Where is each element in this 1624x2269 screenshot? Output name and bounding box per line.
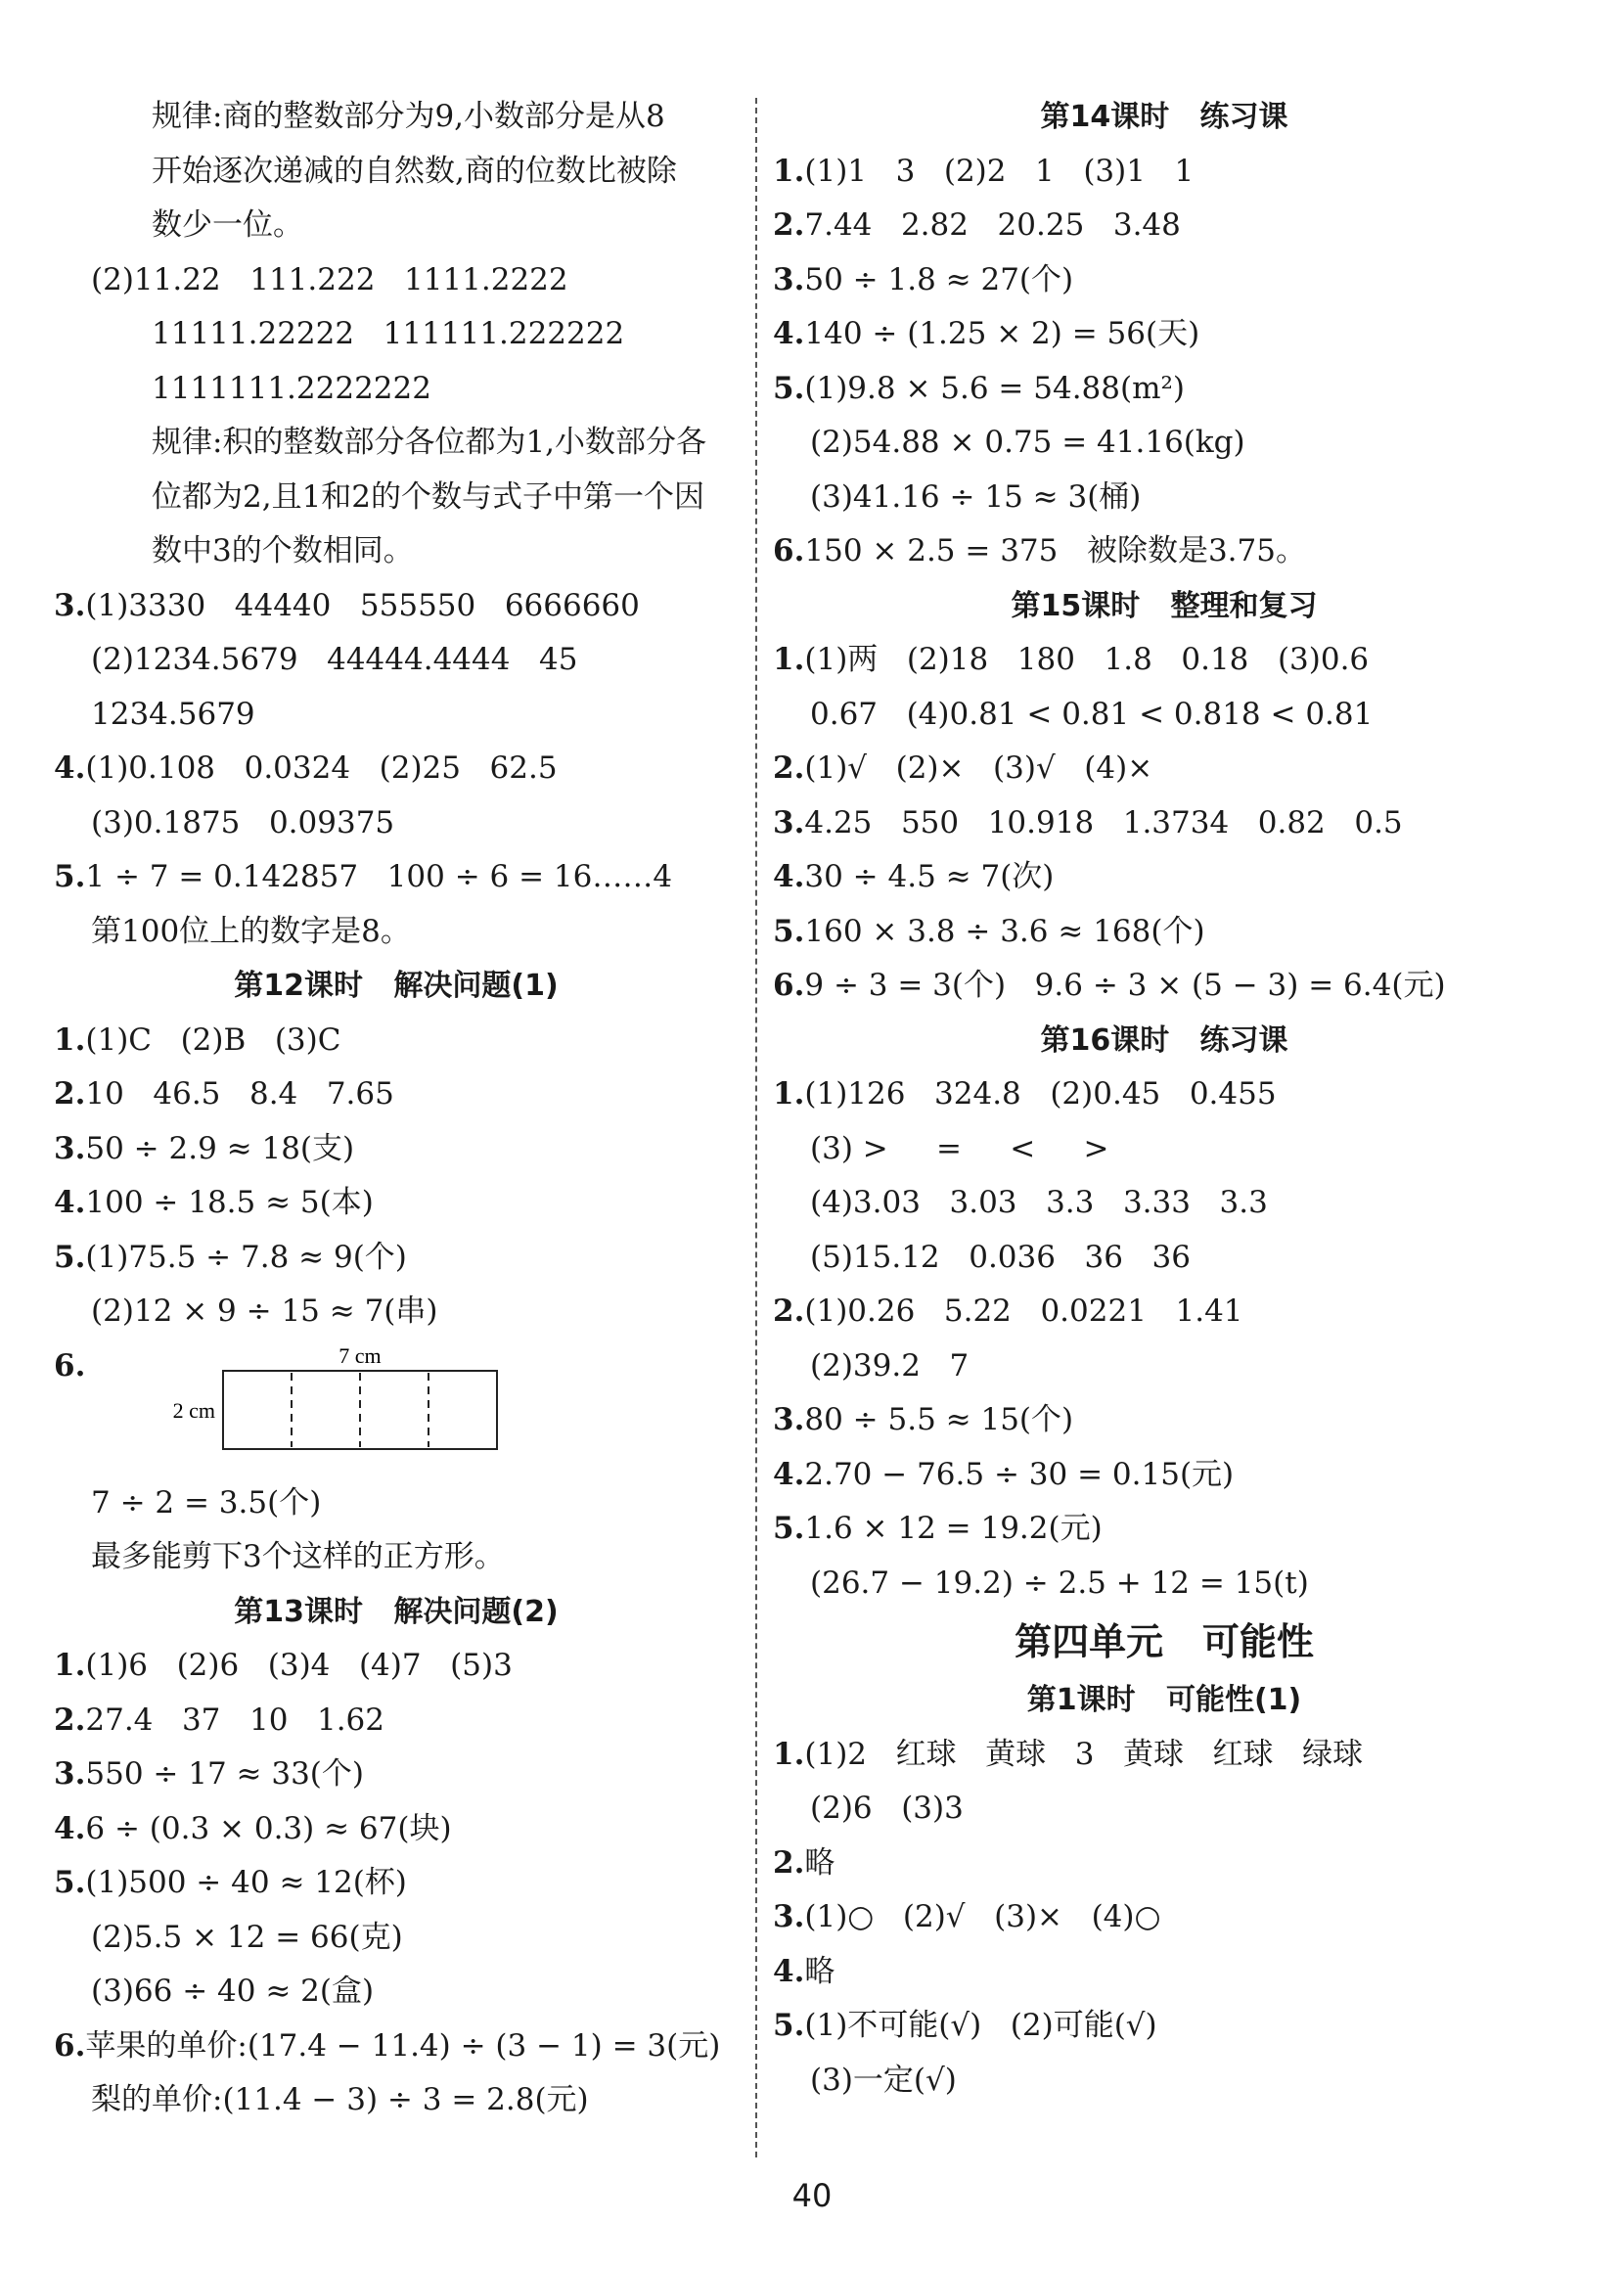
answer-line bbox=[54, 416, 739, 471]
width-label: 7 cm bbox=[338, 1342, 382, 1368]
answer-text: 100 ÷ 18.5 ≈ 5(本) bbox=[85, 1185, 374, 1220]
answer-text: 6 ÷ (0.3 × 0.3) ≈ 67(块) bbox=[85, 1810, 452, 1846]
question-number: 2. bbox=[54, 1702, 86, 1738]
answer-line bbox=[773, 416, 1556, 471]
answer-line bbox=[773, 959, 1556, 1014]
answer-text: 开始逐次递减的自然数,商的位数比被除 bbox=[152, 153, 677, 189]
answer-line bbox=[773, 524, 1556, 579]
answer-text: (2)5.5 × 12 = 66(克) bbox=[91, 1919, 403, 1955]
answer-text: 略 bbox=[804, 1844, 835, 1881]
answer-line bbox=[54, 796, 739, 851]
answer-line bbox=[773, 1557, 1556, 1611]
answer-text: (2)54.88 × 0.75 = 41.16(kg) bbox=[810, 425, 1245, 460]
question-number: 4. bbox=[54, 1810, 86, 1846]
question-number: 1. bbox=[773, 1076, 805, 1112]
question-number: 5. bbox=[54, 859, 86, 894]
answer-text: 1 ÷ 7 = 0.142857 100 ÷ 6 = 16……4 bbox=[85, 859, 673, 894]
answer-text: 160 × 3.8 ÷ 3.6 ≈ 168(个) bbox=[804, 913, 1205, 949]
answer-text: (5)15.12 0.036 36 36 bbox=[810, 1239, 1191, 1275]
question-number: 2. bbox=[54, 1076, 86, 1112]
height-label: 2 cm bbox=[172, 1397, 215, 1423]
answer-text: 4.25 550 10.918 1.3734 0.82 0.5 bbox=[804, 804, 1403, 840]
answer-text: (1)500 ÷ 40 ≈ 12(杯) bbox=[85, 1865, 407, 1900]
answer-text: (3)0.1875 0.09375 bbox=[91, 804, 395, 840]
answer-text: (3)66 ÷ 40 ≈ 2(盒) bbox=[91, 1974, 375, 2009]
answer-text: 7 ÷ 2 = 3.5(个) bbox=[91, 1484, 322, 1520]
answer-text: 10 46.5 8.4 7.65 bbox=[85, 1076, 394, 1112]
answer-line bbox=[773, 1782, 1556, 1837]
answer-line bbox=[773, 1728, 1556, 1783]
answer-line bbox=[54, 1802, 739, 1857]
unit-heading: 第四单元 可能性 bbox=[1015, 1620, 1314, 1663]
question-number: 6. bbox=[773, 968, 805, 1003]
answer-line bbox=[54, 850, 739, 905]
question-number: 1. bbox=[773, 1736, 805, 1772]
question-number: 5. bbox=[773, 913, 805, 949]
answer-line bbox=[773, 145, 1556, 200]
question-number: 6. bbox=[54, 2027, 86, 2064]
answer-text: 第100位上的数字是8。 bbox=[91, 913, 411, 949]
answer-line bbox=[773, 1999, 1556, 2054]
answer-text: 1234.5679 bbox=[91, 696, 255, 732]
question-number: 1. bbox=[54, 1021, 86, 1058]
answer-text: 数少一位。 bbox=[152, 207, 303, 243]
question-number: 6. bbox=[773, 533, 805, 568]
question-number: 5. bbox=[773, 370, 805, 406]
answer-line bbox=[773, 1393, 1556, 1448]
question-number: 2. bbox=[773, 1844, 805, 1881]
question-number: 1. bbox=[773, 642, 805, 677]
question-number: 4. bbox=[773, 1456, 805, 1492]
answer-text: (2)11.22 111.222 1111.2222 bbox=[91, 261, 568, 297]
answer-line bbox=[54, 199, 739, 253]
answer-text: (1)○ (2)√ (3)× (4)○ bbox=[804, 1899, 1161, 1934]
answer-line bbox=[54, 253, 739, 308]
answer-line bbox=[773, 1176, 1556, 1231]
answer-line bbox=[773, 1448, 1556, 1503]
answer-line bbox=[54, 1285, 739, 1339]
answer-line bbox=[54, 307, 739, 362]
answer-text: 最多能剪下3个这样的正方形。 bbox=[91, 1539, 505, 1574]
answer-line bbox=[773, 362, 1556, 417]
answer-line bbox=[54, 579, 739, 634]
answer-line bbox=[54, 1856, 739, 1911]
answer-line bbox=[54, 1476, 739, 1531]
answer-text: 1111111.2222222 bbox=[152, 370, 431, 406]
answer-line bbox=[773, 796, 1556, 851]
answer-text: 11111.22222 111111.222222 bbox=[152, 316, 625, 351]
answer-text: (1)1 3 (2)2 1 (3)1 1 bbox=[804, 153, 1195, 189]
answer-line bbox=[54, 471, 739, 525]
answer-text: (1)2 红球 黄球 3 黄球 红球 绿球 bbox=[804, 1736, 1364, 1772]
question-number: 3. bbox=[54, 587, 86, 623]
question-number: 2. bbox=[773, 1293, 805, 1329]
answer-line bbox=[773, 2054, 1556, 2109]
lesson-heading: 第15课时 整理和复习 bbox=[1011, 588, 1318, 623]
question-number: 3. bbox=[54, 1130, 86, 1166]
answer-text: 550 ÷ 17 ≈ 33(个) bbox=[85, 1756, 364, 1792]
answer-text: 7.44 2.82 20.25 3.48 bbox=[804, 207, 1181, 243]
question-number: 5. bbox=[54, 1239, 86, 1275]
question-number: 3. bbox=[773, 261, 805, 297]
answer-text: 1.6 × 12 = 19.2(元) bbox=[804, 1511, 1103, 1546]
answer-text: 150 × 2.5 = 375 被除数是3.75。 bbox=[804, 533, 1306, 568]
answer-text: (2)39.2 7 bbox=[810, 1347, 970, 1384]
question-number: 4. bbox=[773, 1953, 805, 1989]
answer-text: (1)两 (2)18 180 1.8 0.18 (3)0.6 bbox=[804, 642, 1370, 677]
answer-text: (1)126 324.8 (2)0.45 0.455 bbox=[804, 1076, 1277, 1112]
answer-text: (1)9.8 × 5.6 = 54.88(m²) bbox=[804, 370, 1186, 406]
answer-text: 30 ÷ 4.5 ≈ 7(次) bbox=[804, 859, 1055, 894]
answer-line bbox=[54, 1014, 739, 1068]
answer-text: (1)C (2)B (3)C bbox=[85, 1021, 341, 1058]
answer-line bbox=[54, 524, 739, 579]
left-column bbox=[54, 90, 739, 2128]
answer-line bbox=[54, 2019, 739, 2074]
answer-text: (26.7 − 19.2) ÷ 2.5 + 12 = 15(t) bbox=[810, 1565, 1309, 1601]
question-number: 4. bbox=[54, 750, 86, 786]
answer-line bbox=[773, 199, 1556, 253]
answer-line bbox=[54, 1176, 739, 1231]
answer-text: 规律:积的整数部分各位都为1,小数部分各 bbox=[152, 425, 707, 460]
answer-line bbox=[773, 1231, 1556, 1286]
answer-line bbox=[54, 1911, 739, 1966]
answer-line bbox=[773, 1067, 1556, 1122]
answer-text: 80 ÷ 5.5 ≈ 15(个) bbox=[804, 1402, 1074, 1437]
answer-text: 梨的单价:(11.4 − 3) ÷ 3 = 2.8(元) bbox=[91, 2082, 589, 2117]
answer-text: (1)0.108 0.0324 (2)25 62.5 bbox=[85, 750, 558, 786]
lesson-heading: 第1课时 可能性(1) bbox=[1026, 1683, 1302, 1717]
answer-line bbox=[54, 1747, 739, 1802]
answer-text: (1)√ (2)× (3)√ (4)× bbox=[804, 750, 1153, 786]
question-number: 1. bbox=[54, 1648, 86, 1683]
answer-text: 略 bbox=[804, 1953, 835, 1989]
question-number: 3. bbox=[773, 1899, 805, 1934]
answer-line bbox=[54, 362, 739, 417]
answer-text: (2)1234.5679 44444.4444 45 bbox=[91, 642, 578, 677]
question-number: 4. bbox=[54, 1185, 86, 1220]
rectangle-diagram bbox=[98, 1339, 509, 1467]
answer-line bbox=[773, 1890, 1556, 1945]
answer-line bbox=[54, 2073, 739, 2128]
answer-line bbox=[54, 1122, 739, 1177]
answer-text: (1)不可能(√) (2)可能(√) bbox=[804, 2008, 1157, 2043]
answer-text: 9 ÷ 3 = 3(个) 9.6 ÷ 3 × (5 − 3) = 6.4(元) bbox=[804, 968, 1446, 1003]
answer-line bbox=[773, 1285, 1556, 1339]
answer-text: (1)75.5 ÷ 7.8 ≈ 9(个) bbox=[85, 1239, 407, 1275]
answer-text: 27.4 37 10 1.62 bbox=[85, 1702, 385, 1738]
right-column bbox=[773, 90, 1556, 2108]
answer-line bbox=[773, 905, 1556, 960]
answer-text: 0.67 (4)0.81 < 0.81 < 0.818 < 0.81 bbox=[810, 696, 1374, 732]
answer-line bbox=[773, 633, 1556, 688]
answer-text: (3) > = < > bbox=[810, 1130, 1109, 1166]
question-number: 5. bbox=[54, 1865, 86, 1900]
question-number: 3. bbox=[54, 1756, 86, 1792]
answer-text: (3)一定(√) bbox=[810, 2062, 957, 2098]
question-number: 1. bbox=[773, 153, 805, 189]
answer-text: (3)41.16 ÷ 15 ≈ 3(桶) bbox=[810, 478, 1142, 515]
answer-text: 2.70 − 76.5 ÷ 30 = 0.15(元) bbox=[804, 1456, 1235, 1492]
answer-line bbox=[773, 1122, 1556, 1177]
answer-line bbox=[54, 1067, 739, 1122]
answer-line bbox=[773, 1837, 1556, 1891]
question-number: 3. bbox=[773, 804, 805, 840]
answer-text: (4)3.03 3.03 3.3 3.33 3.3 bbox=[810, 1185, 1268, 1220]
rectangle-figure bbox=[54, 1339, 739, 1476]
answer-text: 50 ÷ 1.8 ≈ 27(个) bbox=[804, 261, 1074, 297]
question-number: 4. bbox=[773, 316, 805, 351]
question-number: 2. bbox=[773, 207, 805, 243]
question-number: 3. bbox=[773, 1402, 805, 1437]
column-divider bbox=[755, 98, 757, 2157]
lesson-heading: 第13课时 解决问题(2) bbox=[234, 1594, 559, 1629]
answer-line bbox=[773, 471, 1556, 525]
question-number: 5. bbox=[773, 2008, 805, 2043]
answer-text: (1)6 (2)6 (3)4 (4)7 (5)3 bbox=[85, 1648, 513, 1683]
answer-line bbox=[54, 145, 739, 200]
question-number: 2. bbox=[773, 750, 805, 786]
answer-text: (2)6 (3)3 bbox=[810, 1791, 964, 1826]
answer-line bbox=[54, 1231, 739, 1286]
answer-text: (1)3330 44440 555550 6666660 bbox=[85, 587, 640, 623]
answer-line bbox=[773, 253, 1556, 308]
answer-line bbox=[54, 90, 739, 145]
answer-text: 规律:商的整数部分为9,小数部分是从8 bbox=[152, 99, 665, 134]
answer-line bbox=[54, 1530, 739, 1585]
answer-line bbox=[773, 1945, 1556, 2000]
answer-text: (1)0.26 5.22 0.0221 1.41 bbox=[804, 1293, 1243, 1329]
question-number: 6. bbox=[54, 1347, 86, 1384]
answer-text: 位都为2,且1和2的个数与式子中第一个因 bbox=[152, 478, 705, 515]
lesson-heading: 第14课时 练习课 bbox=[1040, 100, 1288, 134]
answer-line bbox=[54, 1965, 739, 2019]
answer-line bbox=[773, 688, 1556, 743]
answer-text: (2)12 × 9 ÷ 15 ≈ 7(串) bbox=[91, 1293, 438, 1329]
answer-line bbox=[54, 688, 739, 743]
page-number: 40 bbox=[791, 2177, 833, 2214]
lesson-heading: 第16课时 练习课 bbox=[1040, 1022, 1288, 1058]
answer-line bbox=[773, 307, 1556, 362]
question-number: 4. bbox=[773, 859, 805, 894]
answer-text: 苹果的单价:(17.4 − 11.4) ÷ (3 − 1) = 3(元) bbox=[85, 2027, 721, 2064]
answer-line bbox=[773, 1502, 1556, 1557]
answer-line bbox=[54, 1694, 739, 1748]
answer-line bbox=[773, 742, 1556, 796]
answer-line bbox=[54, 1639, 739, 1694]
answer-line bbox=[773, 850, 1556, 905]
answer-line bbox=[54, 633, 739, 688]
answer-text: 50 ÷ 2.9 ≈ 18(支) bbox=[85, 1130, 355, 1166]
answer-line bbox=[54, 742, 739, 796]
answer-text: 数中3的个数相同。 bbox=[152, 533, 414, 568]
lesson-heading: 第12课时 解决问题(1) bbox=[234, 969, 559, 1003]
answer-line bbox=[54, 905, 739, 960]
question-number: 5. bbox=[773, 1511, 805, 1546]
answer-text: 140 ÷ (1.25 × 2) = 56(天) bbox=[804, 316, 1200, 351]
rectangle-outline bbox=[223, 1371, 497, 1449]
answer-line bbox=[773, 1339, 1556, 1394]
